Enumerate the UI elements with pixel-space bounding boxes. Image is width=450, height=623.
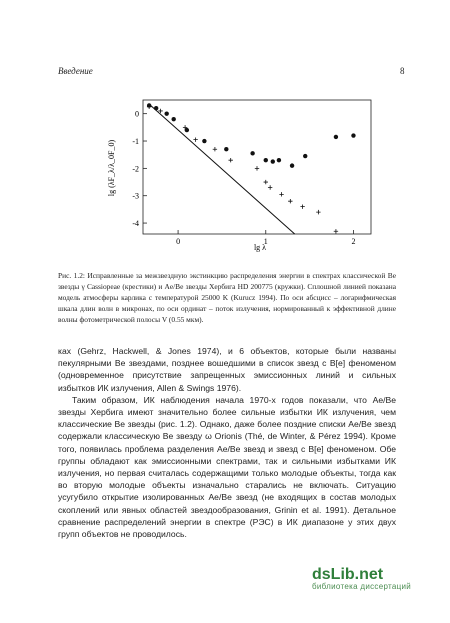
figure-1-2 (105, 96, 375, 254)
data-point-circle (271, 159, 275, 163)
data-point-circle (290, 163, 294, 167)
data-point-circle (154, 106, 158, 110)
x-tick-label: 1 (263, 237, 268, 246)
model-atmosphere-line (149, 104, 295, 234)
watermark-subtitle: библиотека диссертаций (312, 582, 412, 591)
paragraph: ках (Gehrz, Hackwell, & Jones 1974), и 6 объектов, которые были названы пекулярными Be звездами, позднее вошедшими в список звезд с B[e] феноменом (одновременное присутствие запрещенных эмиссионных линий и сильных избытков ИК излучения, Allen & Swings 1976). (58, 346, 396, 393)
page-number: 8 (400, 66, 405, 76)
y-tick-label: -4 (132, 219, 139, 229)
data-point-cross (193, 137, 197, 141)
y-tick-label: -1 (132, 137, 139, 147)
x-tick-label: 2 (351, 237, 356, 246)
data-point-circle (224, 147, 228, 151)
data-point-circle (334, 135, 338, 139)
data-point-circle (171, 117, 175, 121)
paragraph: Таким образом, ИК наблюдения начала 1970-х годов показали, что Ae/Be звезды Хербига имеют значительно более сильные избытки ИК излучения, чем классические Be звезды (рис. 1.2). Однако, даже более поздние списки Ae/Be звезд содержали классическую Be звезду ω Orionis (Thé, de Winter, & Pérez 1994). Кроме того, появилась проблема разделения Ae/Be звезд и звезд с B[e] феноменом. Обе группы обладают как эмиссионными спектрами, так и сильными избытками ИК излучения, но первая считалась содержащими только молодые объекты, тогда как во вторую молодые объекты изначально старались не включать. Ситуацию усугубило открытие изолированных Ae/Be звезд (не входящих в состав молодых скоплений или явных областей звездообразования, Grinin et al. 1991). Детальное сравнение распределений энергии в спектре (РЭС) в ИК диапазоне у этих двух групп объектов не проводилось. (58, 394, 396, 540)
data-point-circle (277, 158, 281, 162)
data-point-circle (303, 154, 307, 158)
sed-chart (105, 96, 375, 254)
y-tick-label: -3 (132, 191, 139, 201)
data-point-cross (264, 180, 268, 184)
data-point-cross (316, 210, 320, 214)
data-point-circle (164, 111, 168, 115)
data-point-cross (300, 204, 304, 208)
data-point-cross (268, 185, 272, 189)
data-point-circle (250, 151, 254, 155)
figure-caption: Рис. 1.2: Исправленные за межзвездную экстинкцию распределения энергии в спектрах классической Be звезды γ Cassiopeae (крестики) и Ae/Be звезды Хербига HD 200775 (кружки). Сплошной линией показана модель атмосферы карлика с температурой 25000 K (Kurucz 1994). По оси абсцисс – логарифмическая шкала длин волн в микронах, по оси ординат – поток излучения, нормированный к эффективной длине волны фотометрической полосы V (0.55 мкм). (58, 271, 396, 324)
data-point-cross (255, 166, 259, 170)
running-header: Введение (58, 66, 93, 76)
data-point-cross (213, 147, 217, 151)
data-point-circle (202, 139, 206, 143)
y-tick-label: 0 (135, 109, 139, 119)
site-watermark (312, 566, 432, 591)
y-axis-label: lg (λF_λ/λ_0F_0) (107, 139, 116, 197)
data-point-cross (228, 158, 232, 162)
body-text (58, 345, 396, 540)
data-point-cross (279, 192, 283, 196)
x-axis-label: lg λ (253, 243, 267, 252)
data-point-cross (288, 199, 292, 203)
data-point-cross (334, 229, 338, 233)
data-point-circle (351, 133, 355, 137)
y-tick-label: -2 (132, 164, 139, 174)
x-tick-label: 0 (176, 237, 181, 246)
watermark-logo: dsLib.net (312, 566, 384, 583)
data-point-circle (264, 158, 268, 162)
